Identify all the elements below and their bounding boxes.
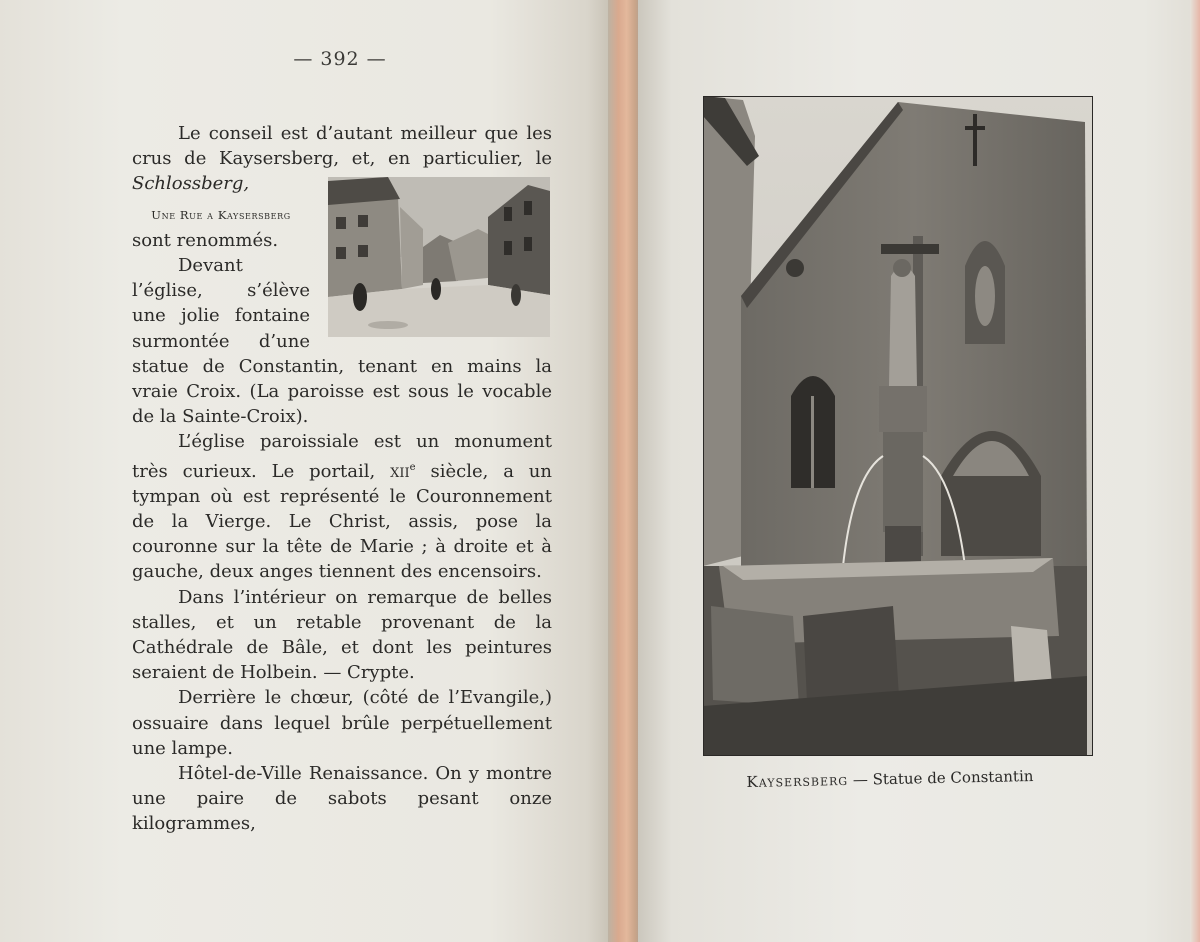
paragraph-fountain: Devant l’église, s’élève une jolie fontaine surmontée d’une statue de Constantin, tenant en mains la vraie Croix. (La paroisse est sous le vocable de la Sainte-Croix).	[132, 255, 552, 428]
page-number: — 392 —	[293, 48, 387, 70]
paragraph-interior: Dans l’intérieur on remarque de belles stalles, et un retable provenant de la Cathédrale de Bâle, et dont les peintures seraient de Holbein. — Crypte.	[132, 586, 552, 684]
book-gutter	[608, 0, 642, 942]
paragraph-choir: Derrière le chœur, (côté de l’Evangile,) ossuaire dans lequel brûle perpétuellement une lampe.	[132, 687, 552, 759]
inset-caption: Une Rue a Kaysersberg	[151, 207, 291, 222]
caption-subject: Statue de Constantin	[872, 766, 1034, 789]
inset-illustration	[328, 177, 552, 337]
century-superscript: e	[409, 461, 416, 473]
plate-photograph	[703, 96, 1093, 756]
paragraph-intro: Le conseil est d’autant meilleur que les crus de Kaysersberg, et, en particulier, le Schlossberg,	[132, 121, 552, 197]
century-numeral: xii	[390, 460, 410, 482]
italic-term: Schlossberg,	[132, 173, 250, 195]
caption-separator: —	[847, 770, 873, 789]
paragraph-townhall: Hôtel-de-Ville Renaissance. On y montre une paire de sabots pesant onze kilogrammes,	[132, 763, 552, 835]
street-photo	[328, 177, 550, 337]
page-edge	[1190, 0, 1200, 942]
body-text: Le conseil est d’autant meilleur que les crus de Kaysersberg, et, en particulier, le Schlossberg, Une Rue a Kaysersberg sont renommés. Devant l’église, s’élève une jolie fontaine surmontée d’une statue de Constantin, tenant en mains la vraie Croix. (La paroisse est sous le vocable de la Sainte-Croix). L’église paroissiale est un monument très curieux. Le portail, xii$^e$ siècle, a un tympan où est représenté le Couronnement de la Vierge. Le Christ, assis, pose la couronne sur la tête de Marie ; à droite et à gauche, deux anges tiennent des encensoirs. Dans l’intérieur on remarque de belles stalles, et un retable provenant de la Cathédrale de Bâle, et dont les peintures seraient de Holbein. — Crypte. Derrière le chœur, (côté de l’Evangile,) ossuaire dans lequel brûle perpétuellement une lampe. Hôtel-de-Ville Renaissance. On y montre une paire de sabots pesant onze kilogrammes,	[132, 121, 552, 837]
caption-place: Kaysersberg	[746, 770, 849, 792]
fountain-photo	[703, 96, 1093, 756]
paragraph-church: L’église paroissiale est un monument très curieux. Le portail, xii$^e$ siècle, a un tympan où est représenté le Couronnement de la Vierge. Le Christ, assis, pose la couronne sur la tête de Marie ; à droite et à gauche, deux anges tiennent des encensoirs.	[132, 431, 552, 583]
